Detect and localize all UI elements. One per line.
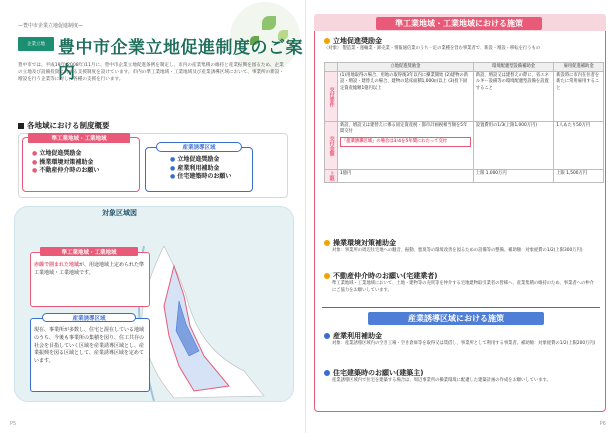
table-header: 環境配慮型設備補助金 [473, 63, 553, 72]
section-title [18, 120, 110, 131]
table-cell: 1億円 [338, 170, 474, 183]
table-cell: (1)用地取得の場合、用地の取得後3年以内に操業開始 (2)建物の新設・増設・建替えの場合、建物の延床面積1,000㎡以上 (3)投下固定資産総額1億円以上 [338, 72, 474, 122]
alert-note: 「産業誘導区域」の場合は3/4を5年間にわたって交付 [340, 137, 471, 147]
list-item: ● 立地促進奨励金 [170, 156, 220, 163]
subsidy-target: 〈対象〉 製造業・運輸業・卸売業・情報通信業のうち一定の業種を営む事業者で、新設・増設・移転を行うもの [324, 46, 541, 51]
row-heading: 交付要件 [325, 72, 338, 122]
subsidy-title: 立地促進奨励金 [324, 36, 382, 46]
page-number: P5 [10, 421, 17, 427]
bullet-icon: ● [170, 173, 178, 181]
table-cell: 設置費用の1/3(上限1,000万円) [473, 122, 553, 170]
bullet-icon: ● [32, 167, 40, 175]
table-header: 立地促進奨励金 [338, 63, 474, 72]
map-title: 対象区域図 [102, 209, 137, 217]
real-estate-request-text: 準工業地域・工業地域において、土地・建物等の売買等を仲介する宅地建物取引業者の皆様へ、産業集積の維持のため、事業者への仲介にご協力をお願いしています。 [332, 281, 594, 293]
title-badge: 企業立地 [18, 37, 54, 51]
industry-zone-heading: 産業誘導区域 [156, 142, 242, 152]
table-cell [338, 122, 474, 170]
table-cell: 新設時に市内在住者を新たに常用雇用すること [554, 72, 604, 122]
table-row [325, 122, 604, 170]
section-title-text: 各地域における制度概要 [27, 121, 110, 130]
row-heading: 交付金額 [325, 122, 338, 170]
subsidy-table [324, 62, 604, 183]
orange-bullet-icon [324, 240, 330, 246]
bullet-icon: ● [32, 158, 40, 166]
table-header [325, 63, 338, 72]
table-cell: 1人あたり50万円 [554, 122, 604, 170]
orange-bullet-icon [324, 38, 330, 44]
row-heading: 上限 [325, 170, 338, 183]
industry-policy-divider [322, 307, 600, 308]
bullet-icon: ● [170, 156, 178, 163]
body-text: が、用途地域上定められた準工業地域・工業地域です。 [34, 262, 145, 276]
list-item: ● 立地促進奨励金 [32, 150, 82, 157]
table-cell: 上限 1,000万円 [473, 170, 553, 183]
intro-text: 豊中市では、平成19年(2008年)11月に、豊中市企業立地促進条例を制定し、市内の産業集積の維持と産業振興を図るため、企業の立地及び設備投資に対する支援制度を設けています。市内の準工業地域・工業地域及び産業誘導区域において、事業所の新設・増設を行う企業等に対し、各種の支援を行います。 [18, 63, 284, 83]
map-industrial-zone-box [30, 252, 150, 307]
header-tag: —豊中市企業立地促進制度— [18, 23, 84, 29]
orange-bullet-icon [324, 273, 330, 279]
list-item: ● 不動産仲介時のお願い [32, 167, 100, 175]
environment-subsidy-title: 操業環境対策補助金 [324, 238, 396, 248]
real-estate-request-title: 不動産仲介時のお願い(宅建業者) [324, 271, 437, 281]
housing-request-title: 住宅建築時のお願い(建築主) [324, 368, 423, 378]
highlight-text: 赤線で囲まれた地域 [34, 262, 80, 268]
table-header-row [325, 63, 604, 72]
industrial-zone-heading: 準工業地域・工業地域 [28, 133, 130, 143]
table-row [325, 72, 604, 122]
table-row [325, 170, 604, 183]
industrial-policy-heading: 準工業地域・工業地域における施策 [376, 17, 542, 30]
industrial-use-subsidy-title: 産業利用補助金 [324, 331, 382, 341]
right-page [306, 0, 612, 433]
page-number: P6 [599, 421, 606, 427]
leaf-decoration [262, 16, 276, 30]
table-cell: 新設、増設又は建替えの際に、省エネルギー設備等の環境配慮型設備を設置すること [473, 72, 553, 122]
page-title: 豊中市企業立地促進制度のご案内 [58, 38, 303, 83]
square-bullet-icon [18, 123, 24, 129]
list-item: ● 産業利用補助金 [170, 164, 220, 172]
table-cell: 上限 1,500万円 [554, 170, 604, 183]
map-industry-zone-heading: 産業誘導区域 [42, 313, 136, 322]
bullet-icon: ● [32, 150, 40, 157]
list-item: ● 住宅建築時のお願い [170, 173, 232, 181]
industry-policy-heading: 産業誘導区域における施策 [368, 312, 544, 325]
table-header: 雇用促進補助金 [554, 63, 604, 72]
blue-bullet-icon [324, 333, 330, 339]
environment-subsidy-text: 対象：事業所の周辺住宅地への騒音、振動、悪臭等の環境改善を図るための設備等の整備。補助額：対象経費の1/2(上限300万円) [332, 248, 583, 253]
map-industry-zone-text: 現在、事業所が多数し、住宅と混在している地域のうち、今後も事業所の集積を図り、住工共存の社会を目指していく区域を産業誘導区域とし、産業振興を図る区域として、産業誘導区域を定めています。 [34, 327, 145, 364]
cell-text: 新設、増設又は建替えに係る固定資産税・都市計画税相当額を5年間交付 [340, 123, 468, 135]
industrial-use-subsidy-text: 対象：産業誘導区域内の空き工場・空き倉庫等を取得又は賃借し、事業所として利用する事業者。補助額：対象経費の1/2(上限200万円) [332, 341, 596, 346]
industrial-zone-list [32, 150, 99, 176]
industry-zone-list [170, 156, 231, 182]
map-industrial-zone-text [34, 262, 146, 278]
bullet-icon: ● [170, 164, 178, 172]
housing-request-text: 産業誘導区域内で住宅を建築する場合は、周辺事業所の操業環境に配慮した建築計画の作成をお願いしています。 [332, 378, 551, 383]
map-industrial-zone-heading: 準工業地域・工業地域 [40, 247, 138, 256]
blue-bullet-icon [324, 370, 330, 376]
list-item: ● 操業環境対策補助金 [32, 158, 94, 166]
